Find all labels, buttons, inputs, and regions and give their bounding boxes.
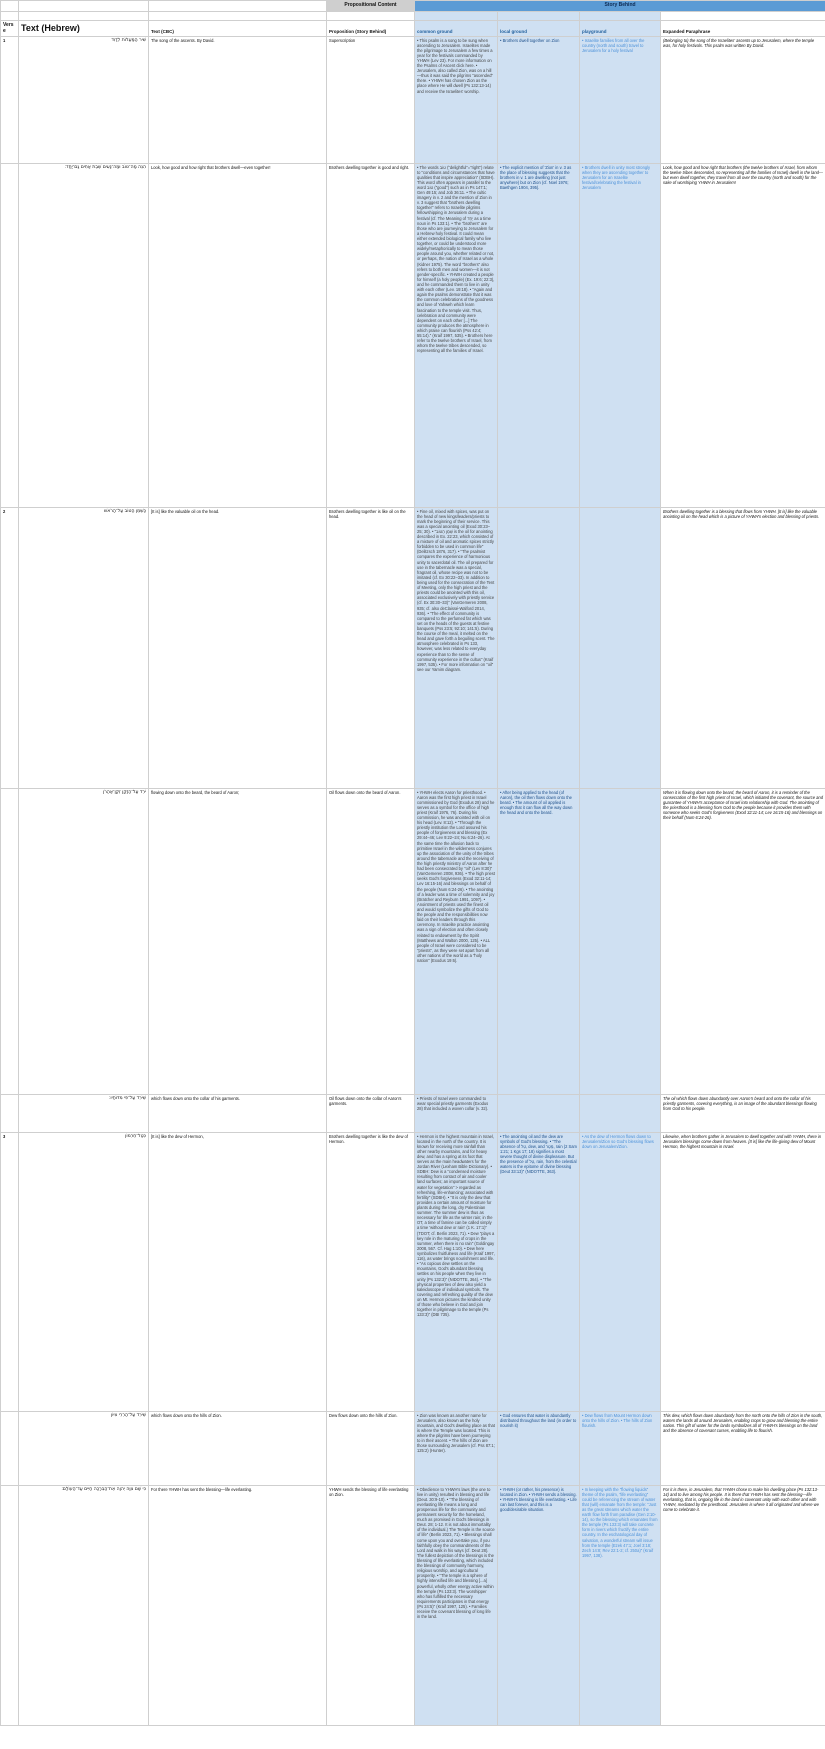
- expanded-paraphrase-cell: Likewise, when brothers gather in Jerusalem to dwell together and with YHWH, there in Jerusalem blessings come down from heaven. [It is] like the life-giving dew of Mount Hermon, the highest mountain in Israel.: [661, 1132, 825, 1411]
- playground-cell: [580, 507, 661, 788]
- common-ground-cell: • YHWH elects Aaron for priesthood. • Aaron was the first high priest in Israel commissioned by God (Exodus 28) and he serves as a symbol for the office of high priest (Kraif 1976, 76). During his commission, he was anointed with oil on his head (Lev. 8:12). • "Through the priestly institution the Lord assured his people of forgiveness and blessing (Ex 29:44–46; Lev 9:22–24; Nu 6:24–26). At the same time the allusion back to primitive Israel in the wilderness conjures up the association of the unity of the tribes around the tabernacle and the receiving of the high priestly ministry of Aaron after he had been consecrated by "oil" (Lev 8:30)" (VanGemeren 2008, 936). • The high priest seeks God's forgiveness (Exod 32:11-14; Lev 16:15-16) and blessings on behalf of the people (Num 6:24-26). • The anointing of a leader was a time of solemnity and joy (Bratcher and Reyburn 1991, 1097). • Anointment of priests used the finest oil and would symbolize the gifts of God to the people and the responsibilities now laid on their leaders through this ceremony. In Israelite practice anointing was a sign of election and often closely related to endowment by the Spirit (Matthews and Walton 2000, 125). • ALL people of Israel were considered to be "priests", as they were set apart from all other nations of the world as a "holy nation" (Exodus 19:6).: [415, 788, 498, 1094]
- hebrew-cell: כְּטַל־חֶרְמוֹן: [19, 1132, 149, 1411]
- common-ground-cell: • Obedience to YHWH's laws (the one to live in unity) resulted in blessing and life (Deut. 30:9-10). • "The blessing of everlasting life means a long and prosperous life for the community and permanent security for the homeland, much as promised in God's blessings in Deut. 28; 1-12. It is not about immortality of the individual.) The Temple is the source of life" (Berlin 2023, 71). • Blessings shall come upon you and overtake you, if you faithfully obey the commandments of the Lord and walk in his ways (cf. Deut 28). The fullest depiction of the blessings is the blessing of life everlasting, which included the blessings of community harmony, religious worship, and agricultural prosperity. • "The temple is a sphere of highly intensified life and blessing [...a] powerful, wholly other energy active within the temple (Ps 133:3). The worshipper who has fulfilled the necessary requirements participates in that energy (Ps 24:5)" (Kraif 1997, 125). • Families receive the covenant blessing of long life in the land.: [415, 1485, 498, 1725]
- cbc-cell: [It is] like the valuable oil on the head.: [149, 507, 327, 788]
- playground-cell: • Brothers dwell in unity most strongly when they are ascending together to Jerusalem for an Israelite festival/celebrating the festival in Jerusalem: [580, 163, 661, 507]
- table-row: [1, 1411, 825, 1485]
- table-row: [1, 36, 825, 163]
- expanded-paraphrase-cell: When it is flowing down onto the beard, the beard of Aaron, it is a reminder of the consecration of the first high priest of Israel, which initiated the covenant, the source and guarantee of YHWH's acceptance of Israel into relationship with God. The anointing of the priesthood is a blessing from God to the people because it provides them with someone who seeks God's forgiveness (Exod 32:11-14; Lev 16:15-16) and blessings on their behalf (Num 6:24-26).: [661, 788, 825, 1094]
- verse-cell: [1, 788, 19, 1094]
- cbc-cell: Look, how good and how right that brothers dwell—even together!: [149, 163, 327, 507]
- common-ground-cell: • Zion was known as another name for Jerusalem, also known as the holy mountain, and God's dwelling place as that is where the Temple was located. This is where the pilgrims have been journeying to in their ascent. • The hills of Zion are those surrounding Jerusalem (cf. Pss 87:1; 125:2) (Hunter).: [415, 1411, 498, 1485]
- hebrew-cell: כִּי שָׁם צִוָּה יְהוָה אֶת־הַבְּרָכָה חַיִּים עַד־הָעוֹלָם׃: [19, 1485, 149, 1725]
- header-row-2: [1, 12, 825, 21]
- common-ground-cell: • This psalm is a song to be sung when ascending to Jerusalem. Israelites made the pilgrimage to Jerusalem a few times a year for the festivals commanded by YHWH (Lev 23). For more information on the Psalms of Ascent click here. • Jerusalem, also called Zion, was on a hill—thus it was said the pilgrims "ascended" there. • YHWH has chosen Zion as the place where He will dwell (Ps 132:13-14) and receive the Israelites' worship.: [415, 36, 498, 163]
- column-header-row: [1, 21, 825, 37]
- group-story: Story Behind: [415, 1, 825, 12]
- proposition-cell: YHWH sends the blessing of life everlasting on Zion.: [327, 1485, 415, 1725]
- playground-cell: [580, 1094, 661, 1132]
- playground-cell: [580, 788, 661, 1094]
- common-ground-cell: • Fine oil, mixed with spices, was put on the head of new kings/leaders/priests to mark the beginning of their service. This was a special anointing oil (Exod 30:23–25; 30). • "שֶׁמֶן הַטּוֹב is the oil for anointing described in Ex. 22:23, which consisted of a mixture of oil and aromatic spices strictly forbidden to be used in common life" (Delitzsch 1876, 317). • "The psalmist compares the experience of harmonious unity to sacerdotal oil. The oil prepared for use in the tabernacle was a special, fragrant oil, whose recipe was not to be imitated (cf. Ex 30:22–33). In addition to being used for the consecration of the Tent of Meeting, only the high priest and the priests could be anointed with this oil, associated exclusively with priestly service (cf. Ex 30:30–33)" (VanGemeren 2008, 935; cf. also deClaissé-Walford 2014, 936). • "The effect of community is compared to the perfumed fat which was set on the heads of the guests at festive banquets (Pss 23:5; 92:10; 141:5). During the course of the meal, it melted on the head and gave forth a beguiling scent. The atmosphere celebrated in Ps 133, however, was less related to everyday experience than to the sense of community experience in the cultus" (Kraif 1997, 535). • For more information on "oil" see our Yamim diagram.: [415, 507, 498, 788]
- hebrew-cell: שֶׁיֹּרֵד עַל־הַרְרֵי צִיּוֹן: [19, 1411, 149, 1485]
- table-row: [1, 1485, 825, 1725]
- proposition-cell: Brothers dwelling together is good and right.: [327, 163, 415, 507]
- header-row-1: [1, 1, 825, 12]
- table-row: [1, 1094, 825, 1132]
- common-ground-cell: • The words טוֹב ("delightful"="right") relate to "conditions and circumstances that have qualities that inspire appreciation" (SDBH). This word often appears in parallel to the word טוֹב ("good") such as in Ps 147:1; Gen 49:15; and Job 36:11. • The cultic imagery in v. 2 and the mention of Zion in v. 3 suggest that "brothers dwelling together" refers to Israelite pilgrims fellowshipping in Jerusalem during a festival (cf. The Meaning of יַחַד as a time noun in Ps 133:1). • The "brothers" are those who are journeying to Jerusalem for a Hebrew holy festival. It could mean either extended biological family who live together, or could be understood more widely/metaphorically to mean those people around you, whether related or not, or perhaps, the nation of Israel as a whole (Kidner 1975). The word "brothers" also refers to both men and women—it is not gender-specific. • YHWH created a people for himself (a holy people) (Ex. 19:6; 22:3), and he commanded them to live in unity with each other (Lev. 19:18). • "Again and again the psalms demonstrate that it was the common celebrations of the goodness and love of Yahweh which learn fascination to the temple visit. Thus, celebration and community were dependent on each other [...] The community produces the atmosphere in which praise can flourish (Pss 42:4; 55:14)." (Kraif 1997, 535). • Brothers here refer to the twelve brothers of Israel, from whom the twelve tribes descended, so representing all the families of Israel.: [415, 163, 498, 507]
- proposition-cell: Oil flows down onto the collar of Aaron's garments.: [327, 1094, 415, 1132]
- verse-cell: 3: [1, 1132, 19, 1411]
- table-row: [1, 1132, 825, 1411]
- local-ground-cell: • After being applied to the head (of Aaron), the oil then flows down onto the beard. • The amount of oil applied is enough that it can flow all the way down the head and onto the beard.: [498, 788, 580, 1094]
- verse-cell: [1, 1485, 19, 1725]
- col-common: common ground: [415, 21, 498, 37]
- cbc-cell: [It is] like the dew of Hermon,: [149, 1132, 327, 1411]
- table-row: [1, 507, 825, 788]
- expanded-paraphrase-cell: Look, how good and how right that brothers (the twelve brothers of Israel, from whom the twelve tribes descended, so representing all the families of Israel) dwell in the land—but even dwell together, they travel from all over the country (north and south) for the sake of worshiping YHWH in Jerusalem!: [661, 163, 825, 507]
- local-ground-cell: [498, 1094, 580, 1132]
- cbc-cell: which flows down onto the collar of his garments.: [149, 1094, 327, 1132]
- local-ground-cell: [498, 507, 580, 788]
- hebrew-cell: שֶׁיֹּרֵד עַל־פִּי מִדּוֹתָיו׃: [19, 1094, 149, 1132]
- expanded-paraphrase-cell: For it is there, in Jerusalem, that YHWH chose to make his dwelling place (Ps 132:13-14) and to live among his people. It is there that YHWH has sent the blessing—life everlasting, that is, ongoing life in the land in covenant unity with each other and with YHWH, mediated by the priesthood. Jerusalem is where it all originated and where we come to celebrate it.: [661, 1485, 825, 1725]
- common-ground-cell: • Priests of Israel were commanded to wear special priestly garments (Exodus 28) that included a woven collar (v. 32).: [415, 1094, 498, 1132]
- proposition-cell: Brothers dwelling together is like the dew of Hermon.: [327, 1132, 415, 1411]
- local-ground-cell: • YHWH (or rather, his presence) is located in Zion. • YHWH sends a blessing. • YHWH's blessing is life everlasting. • Life can last forever, and this is a good/desirable situation.: [498, 1485, 580, 1725]
- verse-cell: [1, 163, 19, 507]
- playground-cell: • Dew flows from Mount Hermon down onto the hills of Zion. • The hills of Zion flourish.: [580, 1411, 661, 1485]
- table-row: [1, 163, 825, 507]
- hebrew-cell: יֹרֵד עַל־הַזָּקָן זְקַן־אַהֲרֹן: [19, 788, 149, 1094]
- col-hebrew: Text (Hebrew): [19, 21, 149, 37]
- playground-cell: • As the dew of Hermon flows down to Jerusalem/Zion so God's blessing flows down on Jerusalem/Zion.: [580, 1132, 661, 1411]
- local-ground-cell: • Brothers dwell together on Zion: [498, 36, 580, 163]
- col-local: local ground: [498, 21, 580, 37]
- cbc-cell: For there YHWH has sent the blessing—life everlasting.: [149, 1485, 327, 1725]
- col-playground: playground: [580, 21, 661, 37]
- hebrew-cell: שִׁיר הַמַּעֲלוֹת לְדָוִד: [19, 36, 149, 163]
- local-ground-cell: • The explicit mention of 'Zion' in v. 3 as the place of blessing suggests that the brothers in v. 1 are dwelling (not just anywhere) but on Zion (cf. Noel 1976; Baethgen 1904, 395).: [498, 163, 580, 507]
- hebrew-cell: כַּשֶּׁמֶן הַטּוֹב עַל־הָרֹאשׁ: [19, 507, 149, 788]
- expanded-paraphrase-cell: This dew, which flows down abundantly from the north onto the hills of Zion in the south, waters the lands all around Jerusalem, enabling crops to grow and blessing the entire nation. This gift of water for the lands symbolizes all of YHWH's blessings on the land and the absence of covenant curses, enabling life to flourish.: [661, 1411, 825, 1485]
- group-propositional: Propositional Content: [327, 1, 415, 12]
- proposition-cell: Dew flows down onto the hills of Zion.: [327, 1411, 415, 1485]
- cbc-cell: which flows down onto the hills of Zion.: [149, 1411, 327, 1485]
- col-verse: Verse: [1, 21, 19, 37]
- col-proposition: Proposition (Story Behind): [327, 21, 415, 37]
- local-ground-cell: • The anointing oil and the dew are symbols of God's blessing. • "The absence of טַל, dew, and מָטָר, rain (2 Sam 1:21; 1 Kgs 17; 18) signifies a most severe thought of divine displeasure. But the presence of טַל, rain, from the celestial waters is the epitome of divine blessing (Deut 33:13)" (NIDOTTE, 363).: [498, 1132, 580, 1411]
- local-ground-cell: • God ensures that water is abundantly distributed throughout the land (in order to nourish it): [498, 1411, 580, 1485]
- verse-cell: 2: [1, 507, 19, 788]
- cbc-cell: The song of the ascents. By David.: [149, 36, 327, 163]
- expanded-paraphrase-cell: Brothers dwelling together is a blessing that flows from YHWH. [It is] like the valuable anointing oil on the head which is a picture of YHWH's election and blessing of priests.: [661, 507, 825, 788]
- col-cbc: Text (CBC): [149, 21, 327, 37]
- table-row: [1, 788, 825, 1094]
- hebrew-cell: הִנֵּה מַה־טּוֹב וּמַה־נָּעִים שֶׁבֶת אַחִים גַּם־יָחַד׃: [19, 163, 149, 507]
- proposition-cell: Oil flows down onto the beard of Aaron.: [327, 788, 415, 1094]
- proposition-cell: Superscription: [327, 36, 415, 163]
- verse-cell: [1, 1411, 19, 1485]
- verse-cell: 1: [1, 36, 19, 163]
- expanded-paraphrase-cell: (Belonging to) the song of the Israelites' ascents up to Jerusalem, where the temple was, for holy festivals. This psalm was written By David.: [661, 36, 825, 163]
- playground-cell: • Israelite families from all over the country (north and south) travel to Jerusalem for a holy festival: [580, 36, 661, 163]
- verse-cell: [1, 1094, 19, 1132]
- proposition-cell: Brothers dwelling together is like oil on the head.: [327, 507, 415, 788]
- cbc-cell: flowing down onto the beard, the beard of Aaron;: [149, 788, 327, 1094]
- expanded-paraphrase-cell: The oil which flows down abundantly over Aaron's beard and onto the collar of his priestly garments, covering everything, is an image of the abundant blessings flowing from God to his people.: [661, 1094, 825, 1132]
- playground-cell: • In keeping with the "flowing liquids" theme of the psalm, "life everlasting" could be referencing the stream of water that (will) emanate from the temple: "Just as the great streams which water the earth flow forth from paradise (Gen 2:10-14), so the blessing which emanates from the temple (Ps 133:3) will take concrete form in rivers which fructify the entire country. In the eschatological day of salvation, a wonderful stream will issue from the temple (Ezek 47:1; Joel 3:18; Zech 14:8; Rev 22:1-2; cf. 250a)" (Kraif 1997, 138).: [580, 1485, 661, 1725]
- common-ground-cell: • Hermon is the highest mountain in Israel, located in the north of the country. It is known for receiving more rainfall than other nearby mountains, and for heavy dew, and has a spring at its foot that serves as the main headwaters for the Jordan River (Lexham Bible Dictionary). • SDBH: Dew is a "condensed moisture resulting from contact of air and cooler land surfaces; an important source of water for vegetation" > regarded as refreshing, life-enhancing; associated with fertility" (SDBH). • "It is only the dew that provides a certain amount of moisture for plants during the long, dry Palestinian summer. The summer dew is thus as necessary for life as the winter rain; in the OT, a time of famine can be called simply a time 'without dew or rain' (1 K. 17:1)" (TDOT; cf. Berlin 2023, 71). • Dew "plays a key role in the maturing of crops in the summer, when there is no rain" (Goldingay 2008, 567. Cf. Hag 1:10). • Dew here symbolizes fruitfulness and life (Kraif 1997, 116), as water brings nourishment and life. • "As copious dew settles on the mountains, God's abundant blessing settles on his people when they live in unity (Ps 132:3)" (NIDOTTE, 364). • "The physical properties of dew also yield a kaleidoscope of individual symbols. The covering and refreshing quality of the dew on Mt. Hermon pictures the kindred unity of those who believe in God and join together in pilgrimage to the temple (Ps 133:3)" (DBI 735).: [415, 1132, 498, 1411]
- col-expanded: Expanded Paraphrase: [661, 21, 825, 37]
